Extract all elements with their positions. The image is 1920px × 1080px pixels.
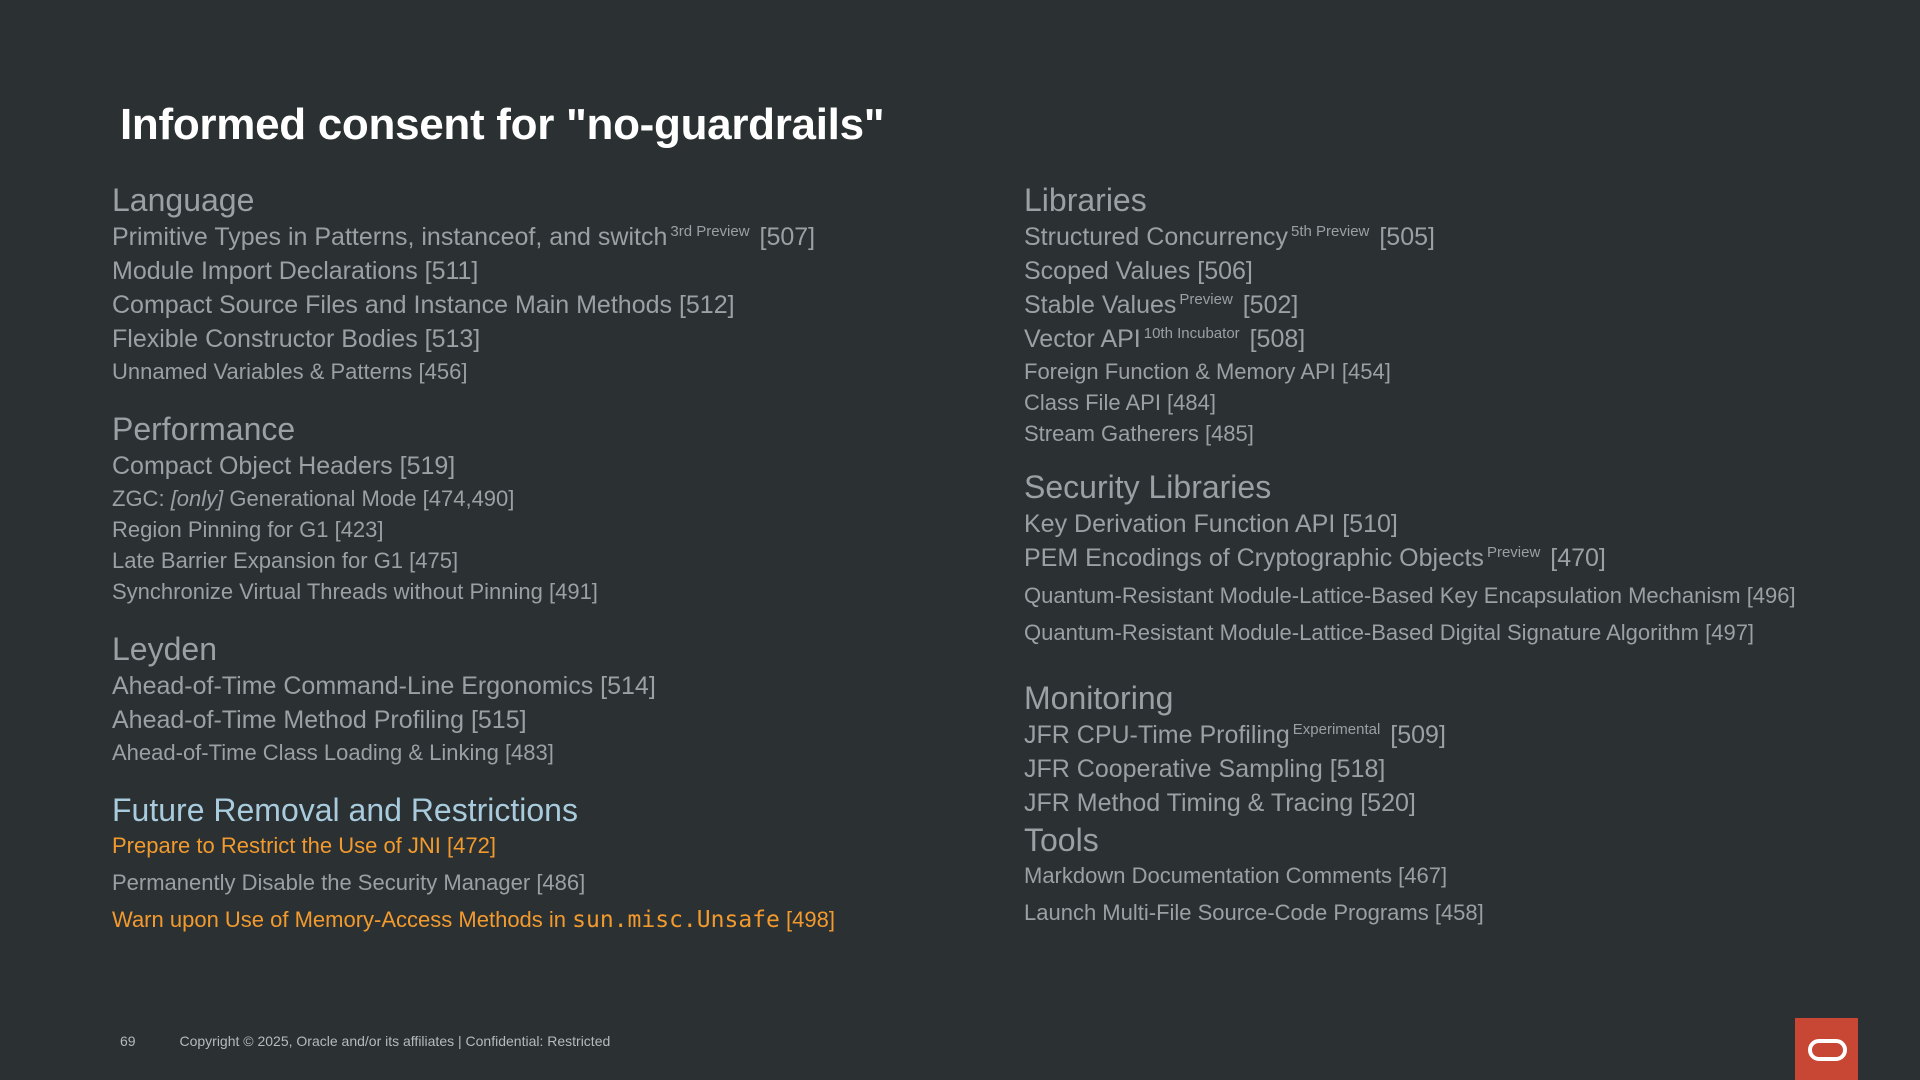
- section-heading-tools: Tools: [1024, 822, 1099, 858]
- right-column: [1024, 180, 1844, 928]
- slide-title: Informed consent for "no-guardrails": [120, 100, 885, 149]
- list-item: Region Pinning for G1 [423]: [112, 517, 384, 542]
- section-heading-monitoring: Monitoring: [1024, 680, 1174, 716]
- section-heading-language: Language: [112, 182, 255, 218]
- section-heading-future-removal: Future Removal and Restrictions: [112, 792, 578, 828]
- list-item: Late Barrier Expansion for G1 [475]: [112, 548, 459, 573]
- list-item: Launch Multi-File Source-Code Programs [458]: [1024, 900, 1484, 925]
- left-column: [112, 180, 992, 936]
- list-item: Ahead-of-Time Command-Line Ergonomics [514]: [112, 672, 656, 700]
- list-item: Key Derivation Function API [510]: [1024, 510, 1398, 538]
- page-number: 69: [120, 1033, 136, 1049]
- list-item: Stable Values $^{Preview}$ [502]: [1024, 291, 1299, 319]
- list-item: PEM Encodings of Cryptographic Objects $^{Preview}$ [470]: [1024, 544, 1606, 572]
- list-item: ZGC: [only] Generational Mode [474,490]: [112, 486, 515, 511]
- performance-section: [112, 409, 992, 607]
- list-item: Unnamed Variables & Patterns [456]: [112, 359, 468, 384]
- list-item: Permanently Disable the Security Manager [486]: [112, 870, 586, 895]
- security-libraries-section: [1024, 467, 1844, 648]
- section-heading-libraries: Libraries: [1024, 182, 1147, 218]
- list-item: Warn upon Use of Memory-Access Methods in sun.misc.Unsafe [498]: [112, 907, 835, 933]
- section-heading-performance: Performance: [112, 411, 296, 447]
- list-item: Synchronize Virtual Threads without Pinning [491]: [112, 579, 598, 604]
- list-item: Quantum-Resistant Module-Lattice-Based Digital Signature Algorithm [497]: [1024, 620, 1755, 645]
- list-item: Markdown Documentation Comments [467]: [1024, 863, 1448, 888]
- version-tag: 3rd Preview: [670, 223, 750, 240]
- version-tag: 10th Incubator: [1143, 325, 1240, 342]
- confidential-label: Confidential: Restricted: [465, 1033, 611, 1049]
- oracle-logo-icon: [1795, 1018, 1858, 1080]
- list-item: Module Import Declarations [511]: [112, 257, 479, 285]
- version-tag: Preview: [1179, 291, 1233, 308]
- list-item: Foreign Function & Memory API [454]: [1024, 359, 1391, 384]
- list-item: Ahead-of-Time Method Profiling [515]: [112, 706, 527, 734]
- monitoring-section: [1024, 678, 1844, 820]
- section-heading-security-libraries: Security Libraries: [1024, 469, 1272, 505]
- list-item: Scoped Values [506]: [1024, 257, 1253, 285]
- version-tag: Experimental: [1292, 721, 1381, 738]
- list-item: Quantum-Resistant Module-Lattice-Based Key Encapsulation Mechanism [496]: [1024, 583, 1796, 608]
- leyden-section: [112, 629, 992, 768]
- list-item: Ahead-of-Time Class Loading & Linking [483]: [112, 740, 554, 765]
- list-item: Prepare to Restrict the Use of JNI [472]: [112, 833, 496, 858]
- list-item: JFR CPU-Time Profiling $^{Experimental}$ [509]: [1024, 721, 1446, 749]
- list-item: Vector API $^{10th Incubator}$ [508]: [1024, 325, 1306, 353]
- list-item: Flexible Constructor Bodies [513]: [112, 325, 481, 353]
- list-item: Compact Object Headers [519]: [112, 452, 456, 480]
- version-tag: 5th Preview: [1291, 223, 1370, 240]
- list-item: Stream Gatherers [485]: [1024, 421, 1254, 446]
- list-item: Compact Source Files and Instance Main Methods [512]: [112, 291, 735, 319]
- future-removal-section: [112, 790, 992, 936]
- tools-section: [1024, 820, 1844, 928]
- copyright-text: Copyright © 2025, Oracle and/or its affiliates |: [179, 1033, 462, 1049]
- list-item: JFR Method Timing & Tracing [520]: [1024, 789, 1416, 817]
- list-item: Primitive Types in Patterns, instanceof, and switch $^{3rd Preview}$ [507]: [112, 223, 816, 251]
- language-section: [112, 180, 992, 387]
- code-snippet: sun.misc.Unsafe: [572, 907, 780, 933]
- libraries-section: [1024, 180, 1844, 449]
- section-heading-leyden: Leyden: [112, 631, 217, 667]
- list-item: JFR Cooperative Sampling [518]: [1024, 755, 1386, 783]
- list-item: Structured Concurrency $^{5th Preview}$ [505]: [1024, 223, 1435, 251]
- logo-ring: [1808, 1039, 1847, 1061]
- list-item: Class File API [484]: [1024, 390, 1216, 415]
- slide-footer: [120, 1033, 610, 1049]
- version-tag: Preview: [1486, 544, 1541, 561]
